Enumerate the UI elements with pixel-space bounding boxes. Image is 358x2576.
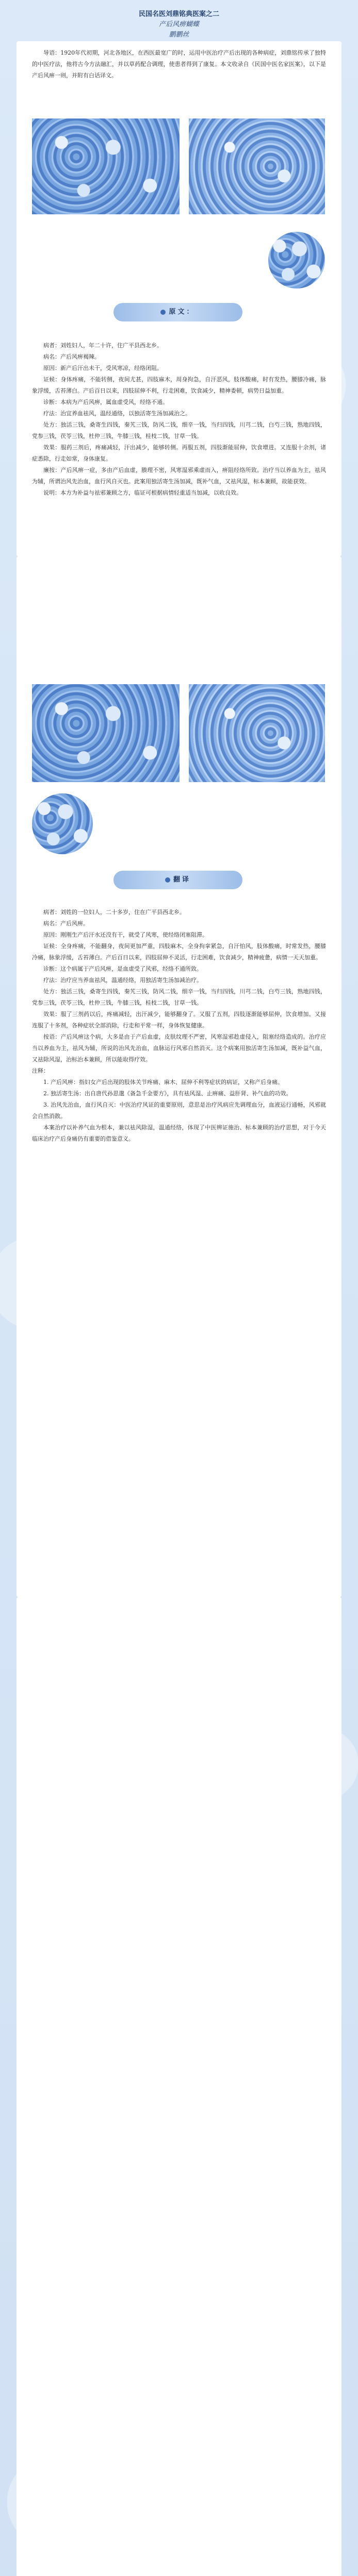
intro-paragraph: 导语：1920年代初期，河北各地区，在西医最宽广的时，运用中医治疗产后出现的各种病症，刘鼎铭传承了独特的中医疗法，他将古今方法融汇，并以草药配合调理，使患者得到了康复。本文收录自《民国中医名家医案》，以下是产后风痹一则，并附有白话译文。 [32,49,326,79]
section-banner-translation [113,871,242,889]
hydrangea-photo-right [189,684,325,782]
translation-paragraph: 注释： [32,1067,49,1074]
translation-paragraph: 按语：产后风痹这个病，大多是由于产后血虚，皮肤纹理不严密，风寒湿邪趁虚侵入，阻塞经络造成的。治疗应当以养血为主，祛风为辅，所说的治风先治血，血脉运行风邪自然消灭。这个病案用独活寄生汤加减，既补益气血，又祛除风湿，治标治本兼顾，所以能取得疗效。 [32,1033,326,1063]
flower-icon [160,310,166,315]
original-paragraph: 病名：产后风痹褐辣。 [43,353,100,360]
translation-paragraph: 本案治疗以补养气血为根本，兼以祛风除湿，温通经络，体现了中医辨证施治、标本兼顾的治疗思想，对于今天临床治疗产后身痛仍有重要的借鉴意义。 [32,1124,326,1142]
header-subtitle: 产后风痹蝴蝶 [158,21,199,28]
banner-label: 原文： [169,308,196,316]
translation-paragraph: 病者：刘姓的一位妇人，二十多岁，住在广平县西北乡。 [43,909,185,916]
hydrangea-circle-photo [268,232,325,289]
original-paragraph: 原因：新产后汗出未干，受风寒凉，经络闭阻。 [43,365,162,371]
original-paragraph: 说明：本方为补益与祛邪兼顾之方，临证可根据病情轻重适当加减，以收良效。 [43,489,242,496]
translation-paragraph: 证候：全身疼痛，不能翻身，夜间更加严重，四肢麻木，全身拘挛紧急，自汗怕风，肢体酸痛，时常发热，腰膝冷痛，脉象浮缓，舌苔薄白。产后百日以来，四肢屈伸不灵活，行走困难，饮食减少，精神疲惫，病情一天天加重。 [32,943,326,961]
translation-text [32,907,326,1145]
translation-paragraph: 处方：独活三钱，桑寄生四钱，秦艽三钱，防风二钱，细辛一钱，当归四钱，川芎二钱，白芍三钱，熟地四钱，党参三钱，茯苓三钱，杜仲三钱，牛膝三钱，桂枝二钱，甘草一钱。 [32,988,326,1006]
banner-label: 翻译 [173,876,191,884]
original-paragraph: 诊断：本病为产后风痹，属血虚受风，经络不通。 [43,399,168,405]
section-banner-original [113,303,242,321]
card-translation-photos [17,1597,341,2576]
translation-paragraph: 2. 独活寄生汤：出自唐代孙思邈《备急千金要方》，具有祛风湿、止痹痛、益肝肾、补气血的功效。 [43,1090,292,1097]
original-text [32,340,326,499]
original-paragraph: 效果：服药三剂后，疼痛减轻，汗出减少，能够转侧。再服五剂，四肢渐能屈伸，饮食增进。又连服十余剂，诸症悉除，行走如常，身体康复。 [32,444,326,462]
flower-icon [165,877,170,883]
original-paragraph: 廉按：产后风痹一症，多由产后血虚，腠理不密，风寒湿邪乘虚而入，痹阻经络所致。治疗当以养血为主，祛风为辅，所谓治风先治血，血行风自灭也。此案用独活寄生汤加减，既补气血，又祛风湿，标本兼顾，故能获效。 [32,467,326,485]
translation-paragraph: 3. 治风先治血，血行风自灭：中医治疗风证的重要原则，意思是治疗风病应先调理血分，血液运行通畅，风邪就会自然消散。 [32,1101,326,1120]
translation-paragraph: 病名：产后风痹。 [43,920,89,927]
original-paragraph: 疗法：治宜养血祛风，温经通络，以独活寄生汤加减治之。 [43,410,191,417]
original-paragraph: 病者：刘姓妇人，年二十许，住广平县西北乡。 [43,342,162,349]
original-paragraph: 证候：身体疼痛，不能转侧，夜间尤甚，四肢麻木，周身拘急，自汗恶风，肢体酸痛，时有发热，腰膝冷痛，脉象浮缓，舌苔薄白。产后百日以来，四肢屈伸不利，行走困难，饮食减少，精神委顿，病势日益加重。 [32,376,326,394]
original-paragraph: 处方：独活三钱，桑寄生四钱，秦艽三钱，防风二钱，细辛一钱，当归四钱，川芎二钱，白芍三钱，熟地四钱，党参三钱，茯苓三钱，杜仲三钱，牛膝三钱，桂枝二钱，甘草一钱。 [32,421,326,439]
header-author: 鹏鹏丝 [169,31,189,39]
header [0,9,358,40]
translation-paragraph: 效果：服了三剂药以后，疼痛减轻，出汗减少，能够翻身了。又服了五剂，四肢逐渐能够屈伸，饮食增加。又接连服了十多剂，各种症状全部消除，行走和平常一样，身体恢复健康。 [32,1011,326,1029]
translation-paragraph: 疗法：治疗应当养血祛风，温通经络，用独活寄生汤加减治疗。 [43,977,202,984]
translation-paragraph: 原因：刚刚生产后汗水还没有干，就受了风寒，使经络闭塞阻滞。 [43,931,208,938]
intro-text [32,47,326,81]
translation-paragraph: 1. 产后风痹：指妇女产后出现的肢体关节疼痛、麻木、屈伸不利等症状的病证，又称产后身痛。 [43,1079,283,1086]
hydrangea-photo-right [189,118,325,214]
hydrangea-photo-left [32,684,180,782]
hydrangea-photo-left [32,118,180,214]
translation-paragraph: 诊断：这个病属于产后风痹，是血虚受了风邪，经络不通所致。 [43,965,202,972]
hydrangea-circle-photo [32,793,93,854]
header-title: 民国名医刘鼎铭典医案之二 [138,10,219,18]
